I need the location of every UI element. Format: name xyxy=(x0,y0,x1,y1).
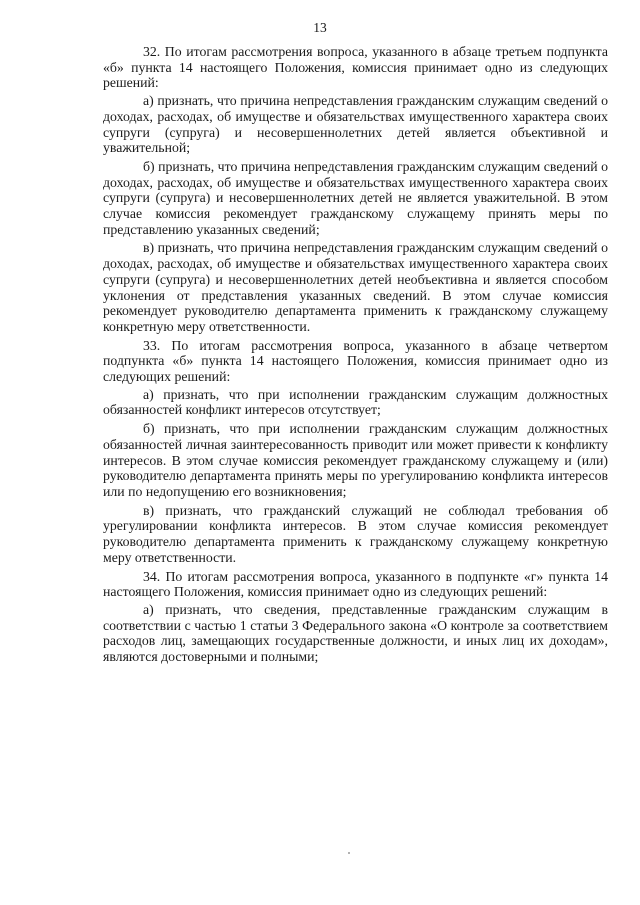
paragraph-33-b: б) признать, что при исполнении гражданским служащим должностных обязанностей личная заинтересованность приводит или может привести к конфликту интересов. В этом случае комиссия рекомендует гражданскому служащему и (или) руководителю департамента принять меры по урегулированию конфликта интересов или по недопущению его возникновения; xyxy=(103,421,608,499)
paragraph-32-a: а) признать, что причина непредставления гражданским служащим сведений о доходах, расходах, об имуществе и обязательствах имущественного характера своих супруги (супруга) и несовершеннолетних детей является объективной и уважительной; xyxy=(103,93,608,156)
scan-speck xyxy=(348,852,350,854)
paragraph-32-v: в) признать, что причина непредставления гражданским служащим сведений о доходах, расходах, об имуществе и обязательствах имущественного характера своих супруги (супруга) и несовершеннолетних детей необъективна и является способом уклонения от представления указанных сведений. В этом случае комиссия рекомендует руководителю департамента применить к гражданскому служащему конкретную меру ответственности. xyxy=(103,240,608,334)
paragraph-33-a: а) признать, что при исполнении гражданским служащим должностных обязанностей конфликт интересов отсутствует; xyxy=(103,386,608,418)
paragraph-34-a: а) признать, что сведения, представленные гражданским служащим в соответствии с частью 1 статьи 3 Федерального закона «О контроле за соответствием расходов лиц, замещающих государственные должности, и иных лиц их доходам», являются достоверными и полными; xyxy=(103,601,608,665)
paragraph-32: 32. По итогам рассмотрения вопроса, указанного в абзаце третьем подпункта «б» пункта 14 настоящего Положения, комиссия принимает одно из следующих решений: xyxy=(103,44,608,91)
paragraph-33-v: в) признать, что гражданский служащий не соблюдал требования об урегулировании конфликта интересов. В этом случае комиссия рекомендует руководителю департамента применить к гражданскому служащему конкретную меру ответственности. xyxy=(103,502,608,565)
page-number: 13 xyxy=(313,20,327,35)
paragraph-34: 34. По итогам рассмотрения вопроса, указанного в подпункте «г» пункта 14 настоящего Положения, комиссия принимает одно из следующих решений: xyxy=(103,568,608,600)
paragraph-33: 33. По итогам рассмотрения вопроса, указанного в абзаце четвертом подпункта «б» пункта 14 настоящего Положения, комиссия принимает одно из следующих решений: xyxy=(103,337,608,385)
document-body xyxy=(103,44,608,668)
paragraph-32-b: б) признать, что причина непредставления гражданским служащим сведений о доходах, расходах, об имуществе и обязательствах имущественного характера своих супруги (супруга) и несовершеннолетних детей не является уважительной. В этом случае комиссия рекомендует гражданскому служащему принять меры по представлению указанных сведений; xyxy=(103,158,608,237)
